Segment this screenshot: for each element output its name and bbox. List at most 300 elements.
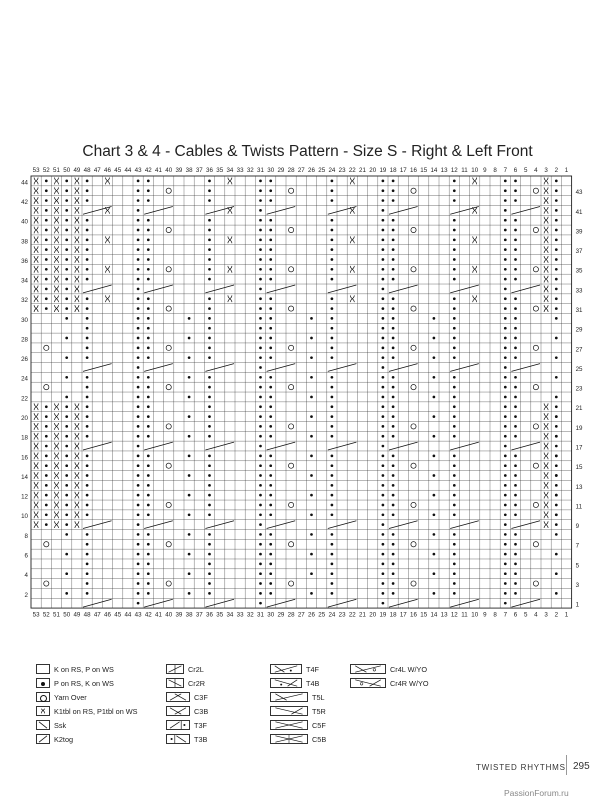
column-number-bottom: 13 (440, 611, 448, 619)
purl-dot (147, 455, 150, 458)
purl-dot (188, 356, 191, 359)
column-number-top: 23 (338, 167, 346, 174)
column-number-top: 2 (554, 167, 559, 174)
purl-dot (65, 229, 68, 232)
purl-dot (147, 199, 150, 202)
purl-dot (208, 317, 211, 320)
purl-dot (453, 484, 456, 487)
purl-dot (382, 199, 385, 202)
purl-dot (269, 484, 272, 487)
purl-dot (259, 248, 262, 251)
purl-dot (259, 455, 262, 458)
purl-dot (65, 180, 68, 183)
purl-dot (147, 553, 150, 556)
row-number-left: 22 (21, 395, 28, 403)
purl-dot (259, 180, 262, 183)
purl-dot (65, 533, 68, 536)
row-number-left: 6 (24, 552, 28, 560)
column-number-bottom: 19 (379, 611, 387, 619)
column-number-bottom: 41 (155, 611, 162, 619)
purl-dot (147, 405, 150, 408)
purl-dot (453, 317, 456, 320)
purl-dot (259, 474, 262, 477)
purl-dot (269, 582, 272, 585)
purl-dot (137, 219, 140, 222)
column-number-bottom: 14 (430, 611, 438, 619)
purl-dot (382, 268, 385, 271)
purl-dot (504, 327, 507, 330)
column-number-top: 5 (523, 167, 528, 174)
purl-dot (331, 327, 334, 330)
purl-dot (188, 592, 191, 595)
purl-dot (137, 278, 140, 281)
row-number-left: 26 (21, 356, 28, 364)
purl-dot (65, 445, 68, 448)
purl-dot (310, 455, 313, 458)
purl-dot (45, 199, 48, 202)
purl-dot (137, 376, 140, 379)
purl-dot (45, 278, 48, 281)
purl-dot (382, 533, 385, 536)
purl-dot (392, 258, 395, 261)
column-number-top: 1 (564, 167, 569, 174)
purl-dot (514, 455, 517, 458)
purl-dot (269, 425, 272, 428)
purl-dot (514, 307, 517, 310)
purl-dot (65, 464, 68, 467)
column-number-bottom: 5 (523, 611, 528, 619)
purl-dot (147, 337, 150, 340)
purl-dot (86, 563, 89, 566)
purl-dot (86, 376, 89, 379)
purl-dot (259, 592, 262, 595)
purl-dot (555, 405, 558, 408)
purl-dot (65, 425, 68, 428)
purl-dot (86, 396, 89, 399)
purl-dot (392, 425, 395, 428)
row-number-right: 7 (575, 542, 580, 550)
purl-dot (514, 435, 517, 438)
column-number-bottom: 38 (185, 611, 193, 619)
purl-dot (208, 464, 211, 467)
purl-dot (514, 572, 517, 575)
purl-dot (86, 474, 89, 477)
purl-dot (137, 297, 140, 300)
purl-dot (86, 533, 89, 536)
column-number-top: 24 (328, 167, 336, 174)
purl-dot (453, 513, 456, 516)
purl-dot (208, 307, 211, 310)
purl-dot (269, 219, 272, 222)
column-number-top: 6 (513, 167, 518, 174)
purl-dot (86, 199, 89, 202)
column-number-bottom: 9 (483, 611, 487, 619)
purl-dot (147, 543, 150, 546)
purl-dot (269, 356, 272, 359)
purl-dot (259, 268, 262, 271)
row-number-right: 29 (575, 326, 583, 334)
purl-dot (188, 435, 191, 438)
cable-t4f-icon (270, 664, 302, 674)
purl-dot (45, 268, 48, 271)
purl-dot (382, 347, 385, 350)
purl-dot (269, 347, 272, 350)
purl-dot (555, 356, 558, 359)
purl-dot (86, 494, 89, 497)
purl-dot (269, 327, 272, 330)
purl-dot (208, 543, 211, 546)
column-number-top: 4 (534, 167, 538, 174)
purl-dot (259, 513, 262, 516)
purl-dot (453, 415, 456, 418)
purl-dot (331, 484, 334, 487)
legend-label: T3B (194, 734, 208, 744)
purl-dot (514, 543, 517, 546)
purl-dot (382, 543, 385, 546)
purl-dot (137, 327, 140, 330)
column-number-bottom: 51 (53, 611, 60, 619)
row-number-left: 28 (21, 336, 28, 344)
purl-dot (45, 415, 48, 418)
purl-dot (147, 180, 150, 183)
purl-dot (382, 258, 385, 261)
column-number-bottom: 53 (32, 611, 40, 619)
purl-dot (208, 180, 211, 183)
purl-dot (45, 297, 48, 300)
purl-dot (259, 435, 262, 438)
purl-dot (86, 229, 89, 232)
purl-dot (555, 533, 558, 536)
column-number-top: 10 (471, 167, 479, 174)
column-number-bottom: 1 (564, 611, 569, 619)
column-number-bottom: 24 (328, 611, 336, 619)
legend-item-c3f (166, 691, 208, 703)
purl-dot (269, 376, 272, 379)
purl-dot (453, 376, 456, 379)
purl-dot (259, 189, 262, 192)
cable-c3b-icon (166, 706, 190, 716)
purl-dot (555, 209, 558, 212)
purl-dot (208, 229, 211, 232)
purl-dot (269, 258, 272, 261)
purl-dot (514, 553, 517, 556)
purl-dot (504, 572, 507, 575)
purl-dot (392, 415, 395, 418)
row-number-left: 4 (24, 572, 28, 580)
purl-dot (65, 513, 68, 516)
purl-dot (259, 553, 262, 556)
purl-dot (392, 376, 395, 379)
purl-dot (137, 504, 140, 507)
column-number-top: 43 (134, 167, 142, 174)
purl-dot (86, 347, 89, 350)
purl-dot (331, 513, 334, 516)
purl-dot (45, 258, 48, 261)
purl-dot (555, 523, 558, 526)
purl-dot (208, 219, 211, 222)
purl-dot (269, 405, 272, 408)
purl-dot (86, 356, 89, 359)
purl-dot (188, 317, 191, 320)
purl-dot (514, 405, 517, 408)
purl-dot (86, 180, 89, 183)
purl-dot (504, 523, 507, 526)
purl-dot (65, 455, 68, 458)
legend-item-ssk (36, 719, 66, 731)
purl-dot (514, 494, 517, 497)
purl-dot (259, 563, 262, 566)
purl-dot (147, 572, 150, 575)
purl-dot (392, 396, 395, 399)
purl-dot (208, 425, 211, 428)
purl-dot (392, 238, 395, 241)
purl-dot (188, 455, 191, 458)
purl-dot (208, 376, 211, 379)
purl-dot (147, 582, 150, 585)
purl-dot (137, 553, 140, 556)
purl-dot (269, 553, 272, 556)
legend-label: P on RS, K on WS (54, 678, 114, 688)
purl-dot (45, 455, 48, 458)
purl-dot (504, 199, 507, 202)
purl-dot (137, 563, 140, 566)
purl-dot (65, 189, 68, 192)
purl-dot (453, 494, 456, 497)
purl-dot (188, 474, 191, 477)
column-number-bottom: 52 (42, 611, 50, 619)
purl-dot (382, 572, 385, 575)
purl-dot (259, 484, 262, 487)
purl-dot (504, 268, 507, 271)
purl-dot (392, 572, 395, 575)
purl-dot (504, 484, 507, 487)
purl-dot (453, 347, 456, 350)
row-number-left: 2 (24, 591, 28, 599)
purl-dot (392, 268, 395, 271)
purl-dot (86, 219, 89, 222)
purl-dot (514, 415, 517, 418)
column-number-bottom: 32 (246, 611, 254, 619)
legend-label: Cr4L W/YO (390, 664, 428, 674)
purl-dot (433, 455, 436, 458)
purl-dot (208, 415, 211, 418)
purl-dot (269, 317, 272, 320)
row-number-right: 39 (575, 228, 583, 236)
purl-dot (65, 523, 68, 526)
purl-dot (433, 376, 436, 379)
purl-dot (188, 337, 191, 340)
purl-dot (45, 307, 48, 310)
legend-item-t5l (270, 691, 325, 703)
purl-dot (382, 553, 385, 556)
legend-label: K1tbl on RS, P1tbl on WS (54, 706, 138, 716)
purl-dot (504, 425, 507, 428)
purl-dot (382, 513, 385, 516)
purl-dot (259, 356, 262, 359)
purl-dot (269, 229, 272, 232)
legend-item-purl (36, 677, 114, 689)
purl-dot (310, 572, 313, 575)
legend-item-cr4r-yo (350, 677, 429, 689)
column-number-top: 32 (246, 167, 254, 174)
purl-dot (514, 327, 517, 330)
purl-dot (259, 376, 262, 379)
purl-dot (453, 386, 456, 389)
purl-dot (188, 513, 191, 516)
purl-dot (555, 435, 558, 438)
row-number-left: 36 (21, 257, 28, 265)
purl-dot (259, 533, 262, 536)
column-number-top: 48 (83, 167, 91, 174)
purl-dot (433, 396, 436, 399)
purl-dot (331, 317, 334, 320)
purl-dot (504, 337, 507, 340)
purl-dot (382, 445, 385, 448)
purl-dot (433, 592, 436, 595)
legend-label: Cr4R W/YO (390, 678, 429, 688)
purl-dot (453, 268, 456, 271)
purl-dot (382, 602, 385, 605)
purl-dot (514, 386, 517, 389)
purl-dot (433, 317, 436, 320)
purl-dot (555, 189, 558, 192)
purl-dot (382, 248, 385, 251)
purl-dot (45, 513, 48, 516)
purl-dot (137, 572, 140, 575)
purl-dot (555, 553, 558, 556)
purl-dot (137, 455, 140, 458)
column-number-bottom: 50 (63, 611, 71, 619)
row-number-left: 44 (21, 179, 28, 187)
purl-dot (147, 386, 150, 389)
column-number-bottom: 12 (450, 611, 458, 619)
row-number-right: 19 (575, 424, 583, 432)
purl-dot (137, 474, 140, 477)
purl-dot (555, 199, 558, 202)
purl-dot (331, 278, 334, 281)
purl-dot (433, 337, 436, 340)
purl-dot (86, 297, 89, 300)
purl-dot (137, 199, 140, 202)
row-number-right: 3 (575, 581, 580, 589)
column-number-bottom: 43 (134, 611, 142, 619)
row-number-left: 16 (21, 454, 28, 462)
column-number-bottom: 40 (165, 611, 173, 619)
purl-dot (382, 563, 385, 566)
purl-dot (269, 396, 272, 399)
purl-dot (514, 484, 517, 487)
purl-dot (269, 474, 272, 477)
purl-dot (504, 455, 507, 458)
purl-dot (45, 180, 48, 183)
footer-section-title: TWISTED RHYTHMS (476, 763, 566, 772)
purl-dot (504, 297, 507, 300)
purl-dot (310, 415, 313, 418)
purl-dot (382, 297, 385, 300)
row-number-left: 12 (21, 493, 28, 501)
purl-dot (453, 248, 456, 251)
purl-dot (382, 592, 385, 595)
column-number-top: 50 (63, 167, 71, 174)
row-number-right: 11 (575, 503, 583, 511)
purl-dot (331, 307, 334, 310)
purl-dot (259, 288, 262, 291)
column-number-bottom: 25 (318, 611, 326, 619)
purl-dot (392, 278, 395, 281)
purl-dot (86, 582, 89, 585)
purl-dot (555, 396, 558, 399)
purl-dot (392, 563, 395, 566)
purl-dot (259, 494, 262, 497)
column-number-top: 18 (389, 167, 397, 174)
chart-title: Chart 3 & 4 - Cables & Twists Pattern - Size S - Right & Left Front (82, 143, 533, 160)
purl-dot (208, 455, 211, 458)
legend-item-c5f (270, 719, 326, 731)
purl-dot (45, 405, 48, 408)
purl-dot (433, 533, 436, 536)
page-number: 295 (573, 761, 590, 772)
legend-item-knit (36, 663, 114, 675)
purl-dot (514, 425, 517, 428)
purl-dot (504, 317, 507, 320)
purl-dot (504, 278, 507, 281)
column-number-bottom: 11 (461, 611, 468, 619)
purl-dot (453, 464, 456, 467)
purl-dot (504, 435, 507, 438)
row-number-left: 20 (21, 415, 28, 423)
purl-dot (259, 278, 262, 281)
purl-dot (208, 248, 211, 251)
purl-dot (65, 238, 68, 241)
purl-dot (137, 229, 140, 232)
purl-dot (259, 337, 262, 340)
purl-dot (382, 396, 385, 399)
purl-dot (208, 396, 211, 399)
purl-dot (188, 396, 191, 399)
purl-dot (208, 268, 211, 271)
purl-dot (310, 553, 313, 556)
purl-dot (433, 474, 436, 477)
purl-dot (453, 572, 456, 575)
column-number-top: 25 (318, 167, 326, 174)
purl-dot (65, 288, 68, 291)
column-number-bottom: 18 (389, 611, 397, 619)
knit-symbol-icon (36, 664, 50, 674)
purl-dot (504, 209, 507, 212)
purl-dot (147, 317, 150, 320)
column-number-bottom: 16 (410, 611, 417, 619)
purl-dot (86, 425, 89, 428)
purl-dot (269, 504, 272, 507)
row-number-left: 10 (21, 513, 28, 521)
purl-dot (392, 327, 395, 330)
row-number-right: 35 (575, 267, 583, 275)
purl-dot (259, 405, 262, 408)
purl-dot (188, 494, 191, 497)
purl-dot (147, 592, 150, 595)
row-number-right: 37 (575, 248, 583, 256)
purl-dot (269, 464, 272, 467)
purl-dot (514, 513, 517, 516)
purl-dot (310, 494, 313, 497)
purl-dot (514, 376, 517, 379)
purl-dot (137, 543, 140, 546)
legend-label: T3F (194, 720, 207, 730)
purl-dot (208, 572, 211, 575)
purl-dot (147, 219, 150, 222)
purl-dot (65, 219, 68, 222)
purl-dot (555, 484, 558, 487)
